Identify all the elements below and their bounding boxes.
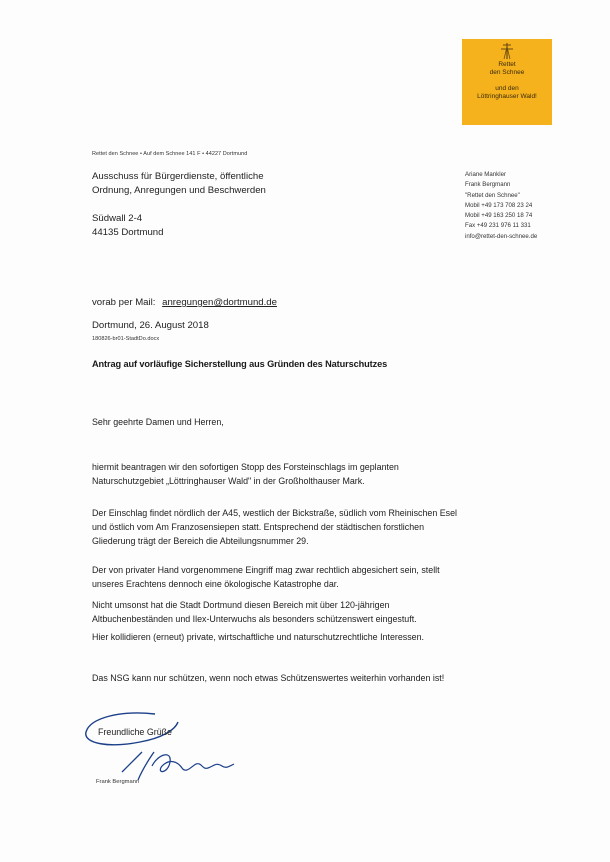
contact-mobile-1: Mobil +49 173 708 23 24 [465,201,533,209]
logo-text-line3: und den [495,85,519,92]
recipient-line1: Ausschuss für Bürgerdienste, öffentliche [92,171,264,182]
paragraph-intervention [92,563,532,591]
logo-text-line2: den Schnee [489,69,525,76]
handwritten-signature [80,708,250,788]
mail-label: vorab per Mail: [92,297,156,308]
sender-return-address: Rettet den Schnee • Auf dem Schnee 141 F • 44227 Dortmund [92,151,248,157]
organization-logo [462,39,552,125]
logo-text-line4: Löttringhauser Wald! [477,93,537,100]
contact-mobile-2: Mobil +49 163 250 18 74 [465,212,533,220]
contact-fax: Fax +49 231 976 11 331 [465,222,531,230]
paragraph-line: Der von privater Hand vorgenommene Eingriff mag zwar rechtlich abgesichert sein, stellt [92,565,440,575]
paragraph-line: Altbuchenbeständen und Ilex-Unterwuchs als besonders schützenswert eingestuft. [92,614,417,625]
signature-name: Frank Bergmann [96,779,140,785]
salutation: Sehr geehrte Damen und Herren, [92,417,224,427]
recipient-street: Südwall 2-4 [92,213,143,224]
paragraph-request [92,460,532,488]
paragraph-line: Der Einschlag findet nördlich der A45, westlich der Bickstraße, südlich vom Rheinischen Esel [92,508,458,518]
logo-text-line1: Rettet [498,61,516,68]
paragraph-line: und östlich vom Am Franzosensiepen statt. Entsprechend der städtischen forstlichen [92,522,425,533]
paragraph-line: hiermit beantragen wir den sofortigen Stopp des Forsteinschlags im geplanten [92,462,399,472]
power-pylon-icon [496,42,518,60]
contact-email: info@rettet-den-schnee.de [465,232,538,240]
paragraph-line: Gliederung trägt der Bereich die Abteilungsnummer 29. [92,536,309,547]
contact-name-2: Frank Bergmann [465,181,511,189]
paragraph-line: Naturschutzgebiet „Löttringhauser Wald" in der Großholthauser Mark. [92,476,365,487]
letter-date: Dortmund, 26. August 2018 [92,320,209,331]
recipient-address [92,170,266,240]
paragraph-conclusion: Das NSG kann nur schützen, wenn noch etwas Schützenswertes weiterhin vorhanden ist! [92,673,445,683]
paragraph-classification [92,598,532,626]
paragraph-conflict: Hier kollidieren (erneut) private, wirtschaftliche und naturschutzrechtliche Interessen. [92,632,424,642]
closing-phrase: Freundliche Grüße [98,727,172,737]
mail-line [92,297,277,308]
document-reference: 180826-br01-StadtDo.docx [92,336,160,342]
recipient-line2: Ordnung, Anregungen und Beschwerden [92,185,266,196]
paragraph-line: Nicht umsonst hat die Stadt Dortmund diesen Bereich mit über 120-jährigen [92,600,390,610]
contact-block [465,170,537,242]
contact-org: "Rettet den Schnee" [465,191,520,199]
contact-name-1: Ariane Mankler [465,171,506,178]
letter-subject: Antrag auf vorläufige Sicherstellung aus Gründen des Naturschutzes [92,359,388,369]
paragraph-location [92,506,532,549]
paragraph-line: unseres Erachtens dennoch eine ökologische Katastrophe dar. [92,579,339,590]
mail-address-link[interactable]: anregungen@dortmund.de [162,297,277,308]
recipient-city: 44135 Dortmund [92,227,164,238]
